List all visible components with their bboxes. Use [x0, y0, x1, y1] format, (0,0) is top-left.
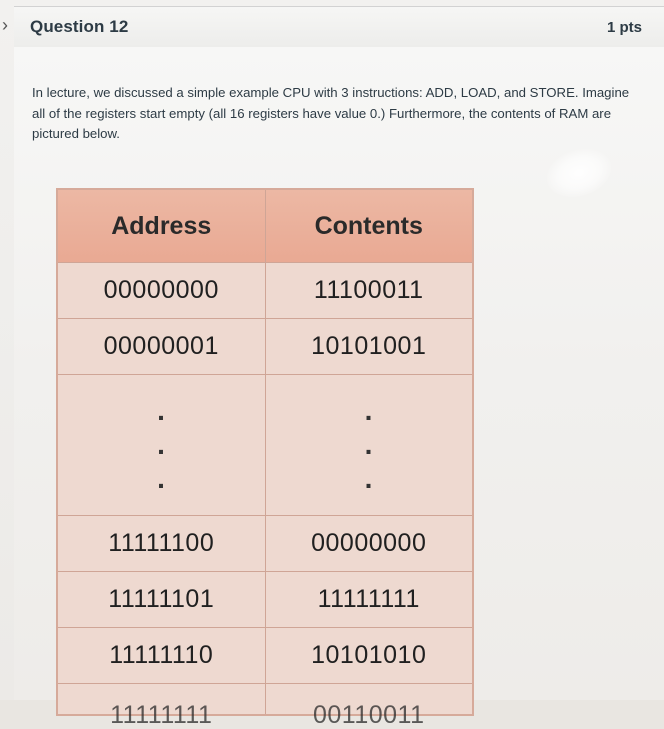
question-points: 1 pts — [606, 19, 642, 36]
chevron-right-icon[interactable]: › — [2, 15, 8, 35]
contents-cell: 11111111 — [265, 572, 473, 628]
table-row — [57, 319, 473, 375]
address-cell: 11111100 — [57, 516, 265, 572]
table-row — [57, 628, 473, 684]
contents-cell — [265, 684, 473, 729]
contents-cell: 00000000 — [265, 516, 473, 572]
table-row — [57, 572, 473, 628]
contents-ellipsis — [265, 375, 473, 516]
table-header-row — [57, 189, 473, 263]
ellipsis-dot: . — [364, 463, 373, 494]
contents-header: Contents — [265, 189, 473, 263]
address-cut-text: 11111111 — [110, 701, 213, 729]
table-row-cut — [57, 684, 473, 716]
address-cell — [57, 684, 265, 729]
table-row — [57, 263, 473, 319]
address-ellipsis — [57, 375, 265, 516]
question-prompt — [32, 83, 644, 145]
contents-cell: 11100011 — [265, 263, 473, 319]
ram-table — [56, 188, 474, 729]
ellipsis-dot: . — [157, 429, 166, 460]
contents-cell: 10101001 — [265, 319, 473, 375]
ellipsis-dot: . — [157, 395, 166, 426]
ellipsis-dot: . — [364, 429, 373, 460]
address-header: Address — [57, 189, 265, 263]
contents-cut-text: 00110011 — [312, 701, 425, 729]
question-header — [14, 6, 664, 48]
address-cell: 00000000 — [57, 263, 265, 319]
prompt-text: In lecture, we discussed a simple example CPU with 3 instructions: ADD, LOAD, and STORE. Imagine all of the registers start empty (all 16 registers have value 0.) Furthermore, the contents of RAM are pictured below. — [32, 85, 630, 141]
address-cell: 00000001 — [57, 319, 265, 375]
address-cell: 11111110 — [57, 628, 265, 684]
address-cell: 11111101 — [57, 572, 265, 628]
question-title: Question 12 — [30, 17, 129, 36]
table-row — [57, 516, 473, 572]
ellipsis-dot: . — [364, 395, 373, 426]
contents-cell: 10101010 — [265, 628, 473, 684]
ellipsis-row — [57, 375, 473, 516]
ellipsis-dot: . — [157, 463, 166, 494]
